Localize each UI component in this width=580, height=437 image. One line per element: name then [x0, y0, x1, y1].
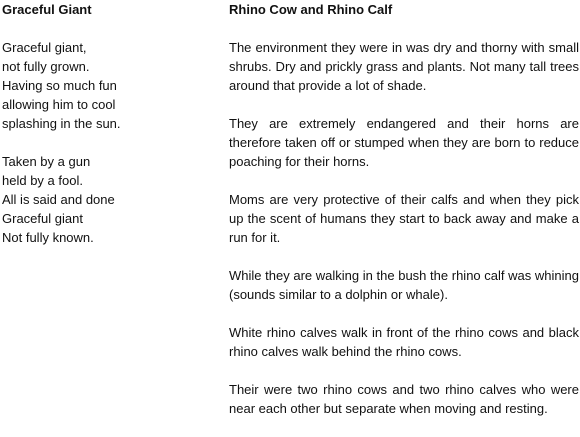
article-paragraph: Moms are very protective of their calfs and when they pick up the scent of humans they start to back away and make a run for it.: [229, 192, 579, 245]
poem-line: Taken by a gun: [2, 154, 91, 169]
article-title: Rhino Cow and Rhino Calf: [229, 2, 393, 17]
article-paragraph: Their were two rhino cows and two rhino calves who were near each other but separate when moving and resting.: [229, 382, 579, 416]
poem-stanza-1: [2, 38, 207, 133]
poem-stanza-2: [2, 152, 207, 247]
article-paragraph: While they are walking in the bush the rhino calf was whining (sounds similar to a dolphin or whale).: [229, 268, 579, 302]
poem-line: Not fully known.: [2, 230, 94, 245]
poem-title: Graceful Giant: [2, 2, 92, 17]
article-paragraph: White rhino calves walk in front of the rhino cows and black rhino calves walk behind the rhino cows.: [229, 325, 579, 359]
poem-line: All is said and done: [2, 192, 115, 207]
poem-line: Graceful giant: [2, 211, 83, 226]
poem-line: not fully grown.: [2, 59, 90, 74]
article-paragraph: They are extremely endangered and their horns are therefore taken off or stumped when they are born to reduce poaching for their horns.: [229, 116, 579, 169]
article-column: [229, 0, 579, 437]
poem-line: Having so much fun: [2, 78, 117, 93]
article-paragraph: The environment they were in was dry and thorny with small shrubs. Dry and prickly grass and plants. Not many tall trees around that provide a lot of shade.: [229, 40, 579, 93]
poem-line: Graceful giant,: [2, 40, 87, 55]
poem-line: splashing in the sun.: [2, 116, 121, 131]
poem-line: allowing him to cool: [2, 97, 116, 112]
poem-column: [2, 0, 207, 266]
poem-line: held by a fool.: [2, 173, 83, 188]
